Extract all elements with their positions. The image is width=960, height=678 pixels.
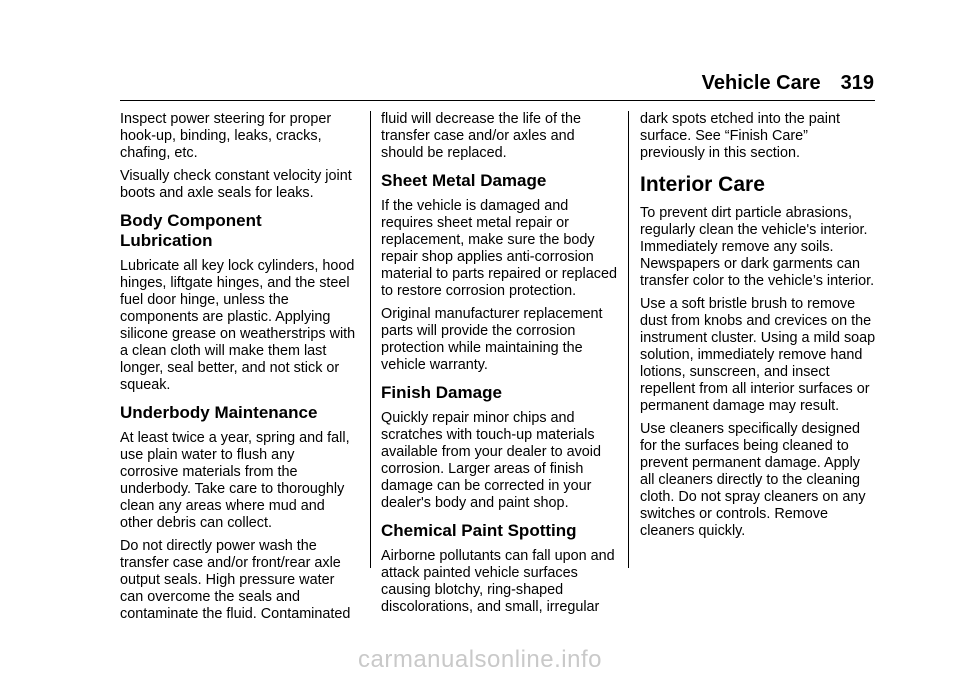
heading-underbody-maintenance: Underbody Maintenance (120, 403, 318, 422)
column-2 (381, 111, 617, 622)
column-1 (120, 111, 356, 629)
column-3 (640, 111, 876, 546)
watermark: carmanualsonline.info (358, 646, 602, 673)
paragraph-underbody: At least twice a year, spring and fall, use plain water to flush any corrosive materials from the underbody. Take care to thoroughly clean any areas where mud and other debris can collect. (120, 430, 350, 531)
heading-chemical-paint-spotting: Chemical Paint Spotting (381, 521, 577, 540)
paragraph-cv-joint: Visually check constant velocity joint boots and axle seals for leaks. (120, 168, 352, 201)
paragraph-dark-spots: dark spots etched into the paint surface. See “Finish Care” previously in this section. (640, 111, 841, 161)
header-rule (120, 100, 875, 101)
page-number: 319 (840, 72, 874, 94)
paragraph-chemical-spotting: Airborne pollutants can fall upon and attack painted vehicle surfaces causing blotchy, ring-shaped discolorations, and small, irregular (381, 548, 615, 615)
section-title: Vehicle Care (701, 72, 821, 94)
paragraph-power-steering: Inspect power steering for proper hook-up, binding, leaks, cracks, chafing, etc. (120, 111, 332, 161)
running-header (702, 71, 874, 95)
heading-body-component-lubrication: Body Component Lubrication (120, 211, 262, 250)
paragraph-cleaners: Use cleaners specifically designed for the surfaces being cleaned to prevent permanent damage. Apply all cleaners directly to the cleaning cloth. Do not spray cleaners on any switches or controls. Remove cleaners quickly. (640, 421, 866, 539)
paragraph-finish-damage: Quickly repair minor chips and scratches with touch-up materials available from your dealer to avoid corrosion. Larger areas of finish damage can be corrected in your dealer's body and paint shop. (381, 410, 601, 511)
heading-interior-care: Interior Care (640, 173, 765, 196)
column-divider-1 (370, 111, 371, 568)
heading-sheet-metal-damage: Sheet Metal Damage (381, 171, 547, 190)
paragraph-replacement-parts: Original manufacturer replacement parts will provide the corrosion protection while maintaining the vehicle warranty. (381, 306, 603, 373)
paragraph-lubrication: Lubricate all key lock cylinders, hood hinges, liftgate hinges, and the steel fuel door hinge, unless the components are plastic. Applying silicone grease on weatherstrips with a clean cloth will make them last longer, seal better, and not stick or squeak. (120, 258, 356, 393)
paragraph-soft-brush: Use a soft bristle brush to remove dust from knobs and crevices on the instrument cluster. Using a mild soap solution, immediately remove hand lotions, sunscreen, and insect repellent from all interior surfaces or permanent damage may result. (640, 296, 876, 414)
paragraph-interior-abrasions: To prevent dirt particle abrasions, regularly clean the vehicle's interior. Immediately remove any soils. Newspapers or dark garments can transfer color to the vehicle’s interior. (640, 205, 875, 289)
column-divider-2 (628, 111, 629, 568)
paragraph-power-wash: Do not directly power wash the transfer case and/or front/rear axle output seals. High pressure water can overcome the seals and contaminate the fluid. Contaminated (120, 538, 351, 622)
paragraph-sheet-metal: If the vehicle is damaged and requires sheet metal repair or replacement, make sure the body repair shop applies anti-corrosion material to parts repaired or replaced to restore corrosion protection. (381, 198, 617, 299)
heading-finish-damage: Finish Damage (381, 383, 502, 402)
paragraph-fluid-continued: fluid will decrease the life of the transfer case and/or axles and should be replaced. (381, 111, 581, 161)
